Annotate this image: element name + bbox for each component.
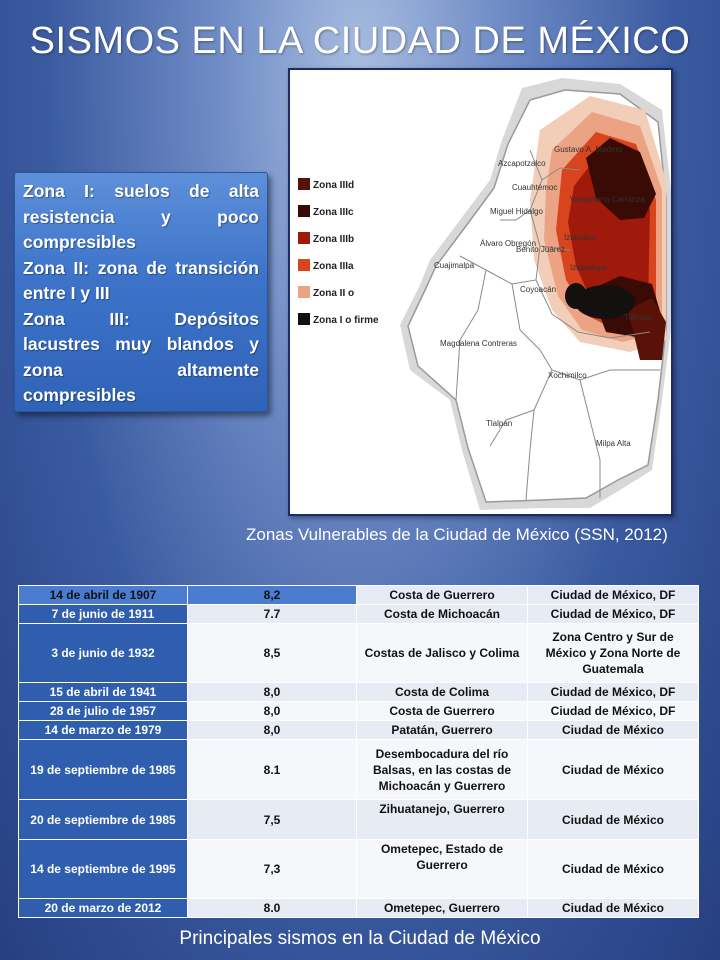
magnitude-cell: 7,5 <box>188 800 357 840</box>
legend-swatch-i <box>298 313 310 325</box>
epicenter-cell: Costas de Jalisco y Colima <box>357 624 528 683</box>
epicenter-cell: Ometepec, Guerrero <box>357 899 528 918</box>
affected-area-cell: Ciudad de México <box>528 721 699 740</box>
magnitude-cell: 8,5 <box>188 624 357 683</box>
date-cell: 14 de abril de 1907 <box>19 586 188 605</box>
affected-area-cell: Ciudad de México <box>528 899 699 918</box>
affected-area-cell: Ciudad de México <box>528 800 699 840</box>
date-cell: 7 de junio de 1911 <box>19 605 188 624</box>
affected-area-cell: Ciudad de México, DF <box>528 586 699 605</box>
district-label-cuajimalpa: Cuajimalpa <box>434 261 475 270</box>
magnitude-cell: 8,0 <box>188 702 357 721</box>
magnitude-cell: 8,2 <box>188 586 357 605</box>
date-cell: 20 de marzo de 2012 <box>19 899 188 918</box>
affected-area-cell: Zona Centro y Sur de México y Zona Norte de Guatemala <box>528 624 699 683</box>
district-label-iztapalapa: Iztapalapa <box>570 263 607 272</box>
zone-3-text: Zona III: Depósitos lacustres muy blandos y zona altamente compresibles <box>23 308 259 405</box>
district-label-azcapotzalco: Azcapotzalco <box>498 159 546 168</box>
district-label-coyoacan: Coyoacán <box>520 285 557 294</box>
table-row <box>19 586 699 605</box>
magnitude-cell: 8.1 <box>188 740 357 800</box>
table-caption: Principales sismos en la Ciudad de México <box>179 928 541 949</box>
legend-label-ii: Zona II o <box>313 288 355 299</box>
magnitude-cell: 8,0 <box>188 721 357 740</box>
legend-label-iiic: Zona IIIc <box>313 207 354 218</box>
epicenter-cell: Costa de Guerrero <box>357 702 528 721</box>
zone-2-text: Zona II: zona de transición entre I y III <box>23 257 259 303</box>
map-legend <box>298 178 379 326</box>
table-row <box>19 683 699 702</box>
table-row <box>19 624 699 683</box>
map-caption: Zonas Vulnerables de la Ciudad de México (SSN, 2012) <box>246 525 668 544</box>
epicenter-cell: Costa de Michoacán <box>357 605 528 624</box>
legend-swatch-iiic <box>298 205 310 217</box>
date-cell: 14 de septiembre de 1995 <box>19 840 188 899</box>
district-label-cuauhtemoc: Cuauhtémoc <box>512 183 558 192</box>
date-cell: 28 de julio de 1957 <box>19 702 188 721</box>
epicenter-cell: Costa de Colima <box>357 683 528 702</box>
table-row <box>19 740 699 800</box>
zone-map <box>288 68 673 516</box>
district-label-alvaro-obregon: Álvaro Obregón <box>480 239 537 248</box>
legend-label-i: Zona I o firme <box>313 315 379 326</box>
district-label-xochimilco: Xochimilco <box>548 371 587 380</box>
epicenter-cell: Patatán, Guerrero <box>357 721 528 740</box>
affected-area-cell: Ciudad de México <box>528 840 699 899</box>
table-row <box>19 840 699 899</box>
magnitude-cell: 7.7 <box>188 605 357 624</box>
district-label-milpa-alta: Milpa Alta <box>596 439 631 448</box>
zone-description-box <box>14 172 268 412</box>
date-cell: 15 de abril de 1941 <box>19 683 188 702</box>
epicenter-cell: Ometepec, Estado de Guerrero <box>357 840 528 899</box>
epicenter-cell: Costa de Guerrero <box>357 586 528 605</box>
district-label-magdalena-contreras: Magdalena Contreras <box>440 339 517 348</box>
district-label-tlahuac: Tláhuac <box>624 313 653 322</box>
legend-swatch-iiid <box>298 178 310 190</box>
map-svg <box>290 70 671 514</box>
zone-1-text: Zona I: suelos de alta resistencia y poco compresibles <box>23 181 259 252</box>
district-label-iztacalco: Iztacalco <box>564 233 596 242</box>
legend-label-iiid: Zona IIId <box>313 180 355 191</box>
table-row <box>19 605 699 624</box>
date-cell: 14 de marzo de 1979 <box>19 721 188 740</box>
table-row <box>19 721 699 740</box>
legend-swatch-iiia <box>298 259 310 271</box>
date-cell: 3 de junio de 1932 <box>19 624 188 683</box>
affected-area-cell: Ciudad de México <box>528 740 699 800</box>
page-title: SISMOS EN LA CIUDAD DE MÉXICO <box>29 20 691 62</box>
district-label-benito-juarez: Benito Juárez <box>516 245 565 254</box>
epicenter-cell: Desembocadura del río Balsas, en las costas de Michoacán y Guerrero <box>357 740 528 800</box>
legend-swatch-iiib <box>298 232 310 244</box>
magnitude-cell: 8.0 <box>188 899 357 918</box>
table-row <box>19 800 699 840</box>
affected-area-cell: Ciudad de México, DF <box>528 702 699 721</box>
district-label-tlalpan: Tlalpan <box>486 419 513 428</box>
date-cell: 20 de septiembre de 1985 <box>19 800 188 840</box>
legend-swatch-ii <box>298 286 310 298</box>
affected-area-cell: Ciudad de México, DF <box>528 605 699 624</box>
magnitude-cell: 7,3 <box>188 840 357 899</box>
magnitude-cell: 8,0 <box>188 683 357 702</box>
district-label-gustavo-madero: Gustavo A. Madero <box>554 145 623 154</box>
legend-label-iiib: Zona IIIb <box>313 234 355 245</box>
district-label-miguel-hidalgo: Miguel Hidalgo <box>490 207 543 216</box>
affected-area-cell: Ciudad de México, DF <box>528 683 699 702</box>
district-label-venustiano-carranza: Venustiano Carranza <box>570 195 645 204</box>
epicenter-cell: Zihuatanejo, Guerrero <box>357 800 528 840</box>
date-cell: 19 de septiembre de 1985 <box>19 740 188 800</box>
table-row <box>19 702 699 721</box>
legend-label-iiia: Zona IIIa <box>313 261 354 272</box>
earthquakes-table <box>18 585 694 918</box>
table-row <box>19 899 699 918</box>
